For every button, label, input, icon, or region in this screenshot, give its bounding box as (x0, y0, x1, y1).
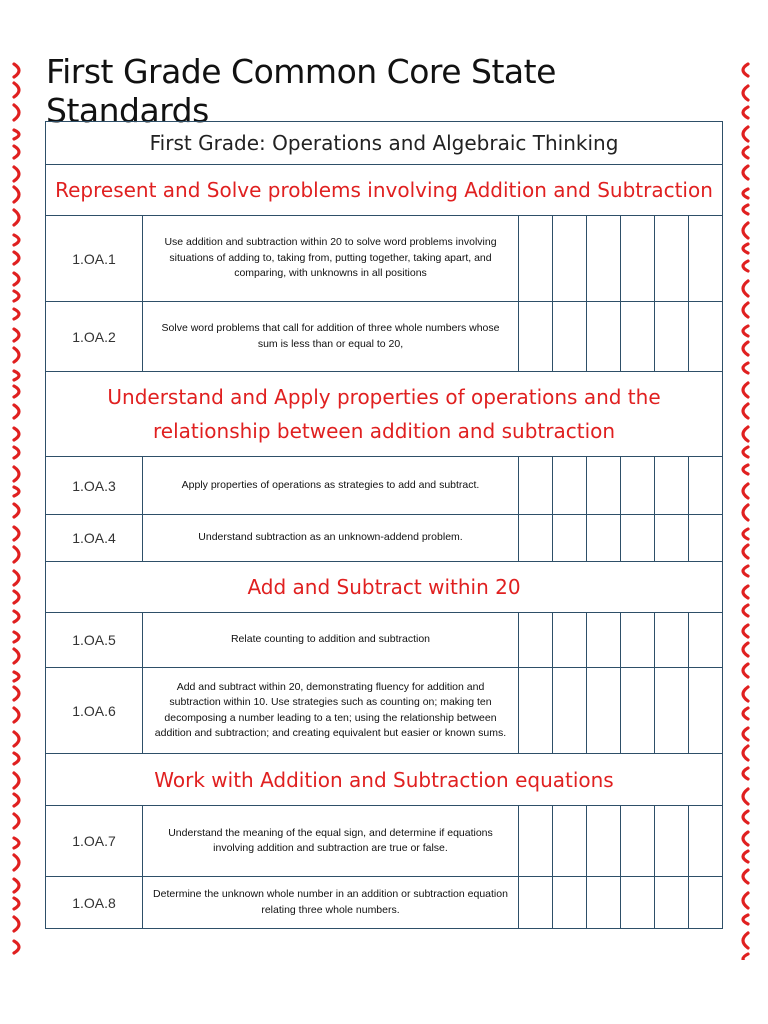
check-box-cell[interactable] (553, 515, 587, 562)
check-box-cell[interactable] (587, 515, 621, 562)
standard-code: 1.OA.3 (46, 457, 143, 515)
check-box-cell[interactable] (655, 302, 689, 372)
check-box-cell[interactable] (689, 806, 723, 877)
check-box-cell[interactable] (621, 457, 655, 515)
standard-description: Add and subtract within 20, demonstrating fluency for addition and subtraction within 10. Use strategies such as counting on; making ten decomposing a number leading to a ten; using the relationship between addition and subtraction; and creating equivalent but easier or known sums. (143, 668, 519, 754)
section-heading: Add and Subtract within 20 (46, 562, 723, 613)
check-box-cell[interactable] (553, 613, 587, 668)
standard-row (46, 877, 723, 929)
check-box-cell[interactable] (587, 668, 621, 754)
check-box-cell[interactable] (621, 613, 655, 668)
standard-code: 1.OA.1 (46, 216, 143, 302)
standard-row (46, 515, 723, 562)
check-box-cell[interactable] (519, 668, 553, 754)
standard-row (46, 613, 723, 668)
standard-code: 1.OA.6 (46, 668, 143, 754)
check-box-cell[interactable] (587, 216, 621, 302)
check-box-cell[interactable] (621, 302, 655, 372)
check-box-cell[interactable] (655, 806, 689, 877)
check-box-cell[interactable] (621, 515, 655, 562)
section-heading: Represent and Solve problems involving Addition and Subtraction (46, 165, 723, 216)
check-box-cell[interactable] (689, 877, 723, 929)
check-box-cell[interactable] (655, 216, 689, 302)
standard-description: Determine the unknown whole number in an addition or subtraction equation relating three whole numbers. (143, 877, 519, 929)
standard-code: 1.OA.5 (46, 613, 143, 668)
check-box-cell[interactable] (655, 515, 689, 562)
check-box-cell[interactable] (553, 302, 587, 372)
check-box-cell[interactable] (689, 668, 723, 754)
subtitle: First Grade: Operations and Algebraic Thinking (46, 122, 723, 165)
check-box-cell[interactable] (621, 806, 655, 877)
check-box-cell[interactable] (519, 613, 553, 668)
section-heading: Understand and Apply properties of operations and the relationship between addition and subtraction (46, 372, 723, 457)
standard-row (46, 216, 723, 302)
check-box-cell[interactable] (689, 457, 723, 515)
check-box-cell[interactable] (621, 877, 655, 929)
check-box-cell[interactable] (621, 668, 655, 754)
standard-description: Understand subtraction as an unknown-addend problem. (143, 515, 519, 562)
page-title: First Grade Common Core State Standards (46, 52, 556, 130)
red-scallop-border-icon (0, 60, 26, 960)
standard-description: Relate counting to addition and subtraction (143, 613, 519, 668)
check-box-cell[interactable] (519, 806, 553, 877)
check-box-cell[interactable] (553, 457, 587, 515)
check-box-cell[interactable] (689, 216, 723, 302)
check-box-cell[interactable] (587, 877, 621, 929)
standard-row (46, 668, 723, 754)
check-box-cell[interactable] (519, 302, 553, 372)
check-box-cell[interactable] (621, 216, 655, 302)
check-box-cell[interactable] (519, 877, 553, 929)
section-heading: Work with Addition and Subtraction equations (46, 754, 723, 806)
standard-code: 1.OA.4 (46, 515, 143, 562)
standard-row (46, 806, 723, 877)
check-box-cell[interactable] (553, 806, 587, 877)
check-box-cell[interactable] (519, 515, 553, 562)
standard-description: Understand the meaning of the equal sign, and determine if equations involving addition and subtraction are true or false. (143, 806, 519, 877)
red-scallop-border-icon (736, 60, 762, 960)
check-box-cell[interactable] (587, 613, 621, 668)
check-box-cell[interactable] (519, 216, 553, 302)
check-box-cell[interactable] (655, 613, 689, 668)
check-box-cell[interactable] (689, 613, 723, 668)
standard-description: Apply properties of operations as strategies to add and subtract. (143, 457, 519, 515)
standard-code: 1.OA.7 (46, 806, 143, 877)
check-box-cell[interactable] (587, 806, 621, 877)
check-box-cell[interactable] (553, 216, 587, 302)
standard-description: Solve word problems that call for addition of three whole numbers whose sum is less than or equal to 20, (143, 302, 519, 372)
standard-row (46, 302, 723, 372)
check-box-cell[interactable] (655, 457, 689, 515)
standard-row (46, 457, 723, 515)
check-box-cell[interactable] (553, 877, 587, 929)
check-box-cell[interactable] (655, 668, 689, 754)
check-box-cell[interactable] (689, 302, 723, 372)
standard-code: 1.OA.2 (46, 302, 143, 372)
check-box-cell[interactable] (519, 457, 553, 515)
standard-description: Use addition and subtraction within 20 to solve word problems involving situations of adding to, taking from, putting together, taking apart, and comparing, with unknowns in all positions (143, 216, 519, 302)
check-box-cell[interactable] (587, 457, 621, 515)
check-box-cell[interactable] (587, 302, 621, 372)
standards-table (45, 121, 723, 929)
check-box-cell[interactable] (689, 515, 723, 562)
standard-code: 1.OA.8 (46, 877, 143, 929)
check-box-cell[interactable] (655, 877, 689, 929)
check-box-cell[interactable] (553, 668, 587, 754)
